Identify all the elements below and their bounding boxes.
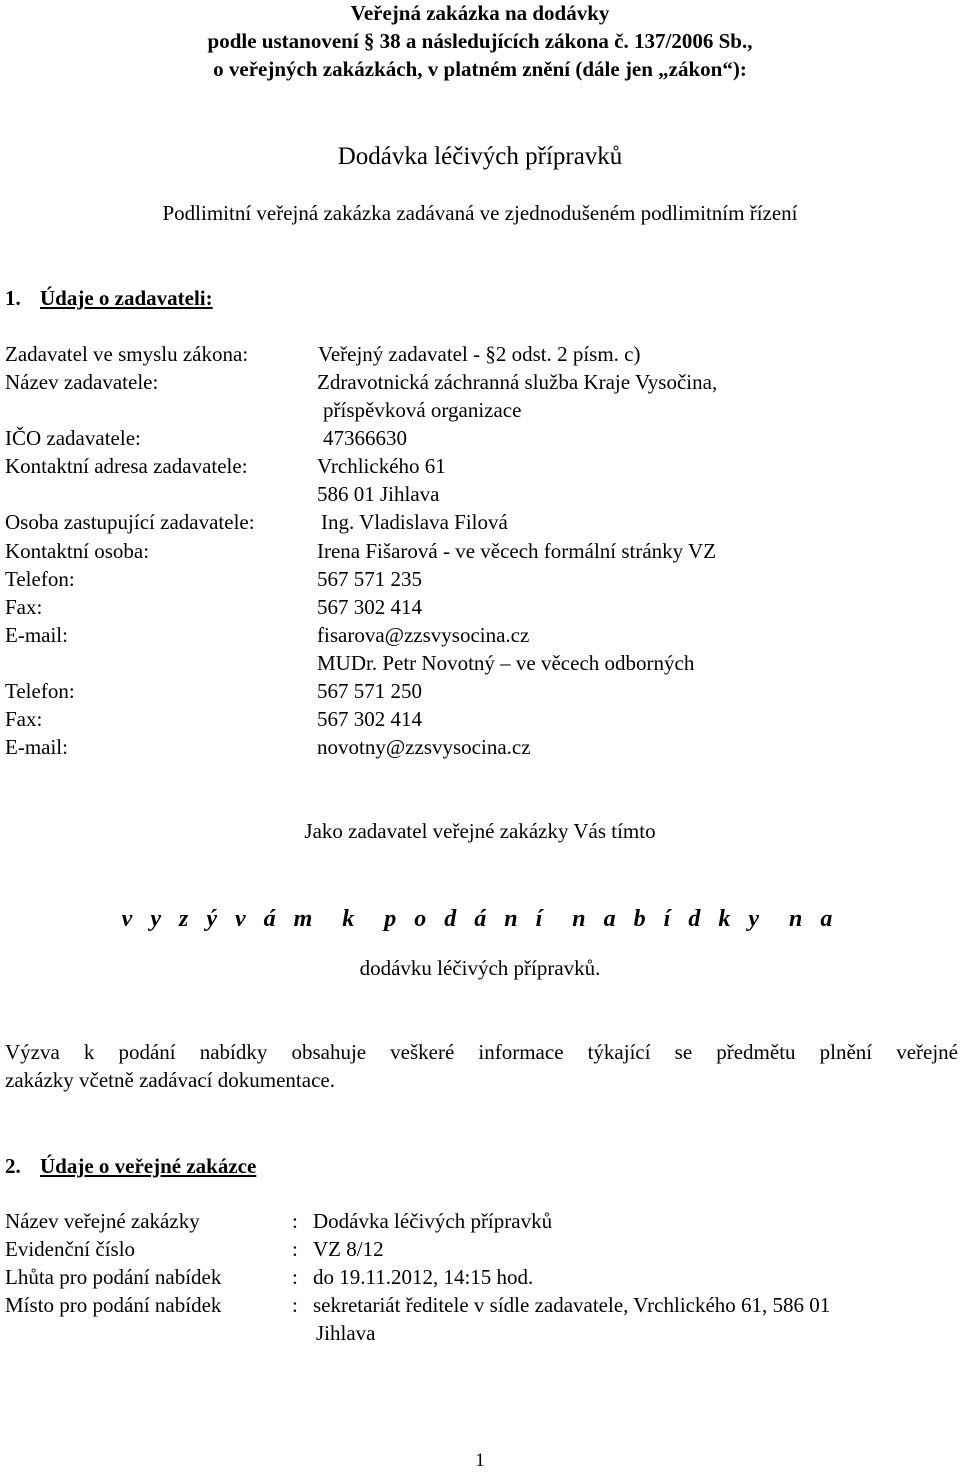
- kontakt-value: Irena Fišarová - ve věcech formální stránky VZ: [317, 539, 717, 563]
- email2-label: E-mail:: [5, 735, 68, 759]
- nazev-value-line1: Zdravotnická záchranná služba Kraje Vysočina,: [317, 370, 718, 394]
- nazev-value-line2: příspěvková organizace: [323, 398, 522, 422]
- evidencni-cislo-label: Evidenční číslo: [5, 1237, 136, 1261]
- misto-label: Místo pro podání nabídek: [5, 1293, 222, 1317]
- nazev-zakazky-label: Název veřejné zakázky: [5, 1209, 200, 1233]
- section2-heading-number: 2.: [5, 1154, 21, 1178]
- fax2-label: Fax:: [5, 707, 43, 731]
- header-line2: podle ustanovení § 38 a následujících zákona č. 137/2006 Sb.,: [207, 29, 753, 53]
- document-subtitle: Podlimitní veřejná zakázka zadávaná ve zjednodušeném podlimitním řízení: [162, 201, 798, 225]
- nazev-zakazky-value: Dodávka léčivých přípravků: [313, 1209, 553, 1233]
- email1-label: E-mail:: [5, 623, 68, 647]
- invitation-emphasis: v y z ý v á m k p o d á n í n a b í d k y n a: [121, 906, 839, 932]
- email2-value: novotny@zzsvysocina.cz: [317, 735, 531, 759]
- adresa-label: Kontaktní adresa zadavatele:: [5, 454, 248, 478]
- section1-heading-number: 1.: [5, 286, 21, 310]
- invitation-paragraph-line2: zakázky včetně zadávací dokumentace.: [5, 1068, 335, 1092]
- email1-value: fisarova@zzsvysocina.cz: [317, 623, 530, 647]
- kontakt-label: Kontaktní osoba:: [5, 539, 150, 563]
- nazev-label: Název zadavatele:: [5, 370, 159, 394]
- misto-colon: :: [292, 1293, 298, 1317]
- header-line1: Veřejná zakázka na dodávky: [350, 1, 610, 25]
- telefon2-label: Telefon:: [5, 679, 75, 703]
- telefon1-label: Telefon:: [5, 567, 75, 591]
- invitation-line1: Jako zadavatel veřejné zakázky Vás tímto: [304, 819, 656, 843]
- telefon2-value: 567 571 250: [317, 679, 422, 703]
- lhuta-value: do 19.11.2012, 14:15 hod.: [313, 1265, 534, 1289]
- telefon1-value: 567 571 235: [317, 567, 422, 591]
- nazev-zakazky-colon: :: [292, 1209, 298, 1233]
- fax1-label: Fax:: [5, 595, 43, 619]
- lhuta-colon: :: [292, 1265, 298, 1289]
- osoba-label: Osoba zastupující zadavatele:: [5, 510, 255, 534]
- invitation-line3: dodávku léčivých přípravků.: [359, 956, 601, 980]
- osoba-value: Ing. Vladislava Filová: [321, 510, 508, 534]
- misto-value-continuation: Jihlava: [316, 1321, 376, 1345]
- document-title: Dodávka léčivých přípravků: [337, 143, 623, 170]
- adresa-value-line1: Vrchlického 61: [317, 454, 446, 478]
- zadavatel-label: Zadavatel ve smyslu zákona:: [5, 342, 249, 366]
- invitation-paragraph-line1: Výzva k podání nabídky obsahuje veškeré informace týkající se předmětu plnění veřejné: [5, 1040, 958, 1064]
- ico-value: 47366630: [323, 426, 407, 450]
- evidencni-cislo-colon: :: [292, 1237, 298, 1261]
- zadavatel-value: Veřejný zadavatel - §2 odst. 2 písm. c): [318, 342, 641, 366]
- fax1-value: 567 302 414: [317, 595, 422, 619]
- kontakt2-value: MUDr. Petr Novotný – ve věcech odborných: [317, 651, 695, 675]
- misto-value: sekretariát ředitele v sídle zadavatele, Vrchlického 61, 586 01: [313, 1293, 831, 1317]
- lhuta-label: Lhůta pro podání nabídek: [5, 1265, 222, 1289]
- page-number: 1: [475, 1450, 485, 1471]
- section1-heading: Údaje o zadavateli:: [40, 286, 213, 310]
- header-line3: o veřejných zakázkách, v platném znění (dále jen „zákon“):: [213, 57, 747, 81]
- ico-label: IČO zadavatele:: [5, 426, 141, 450]
- fax2-value: 567 302 414: [317, 707, 422, 731]
- section2-heading: Údaje o veřejné zakázce: [40, 1154, 257, 1178]
- adresa-value-line2: 586 01 Jihlava: [317, 482, 440, 506]
- evidencni-cislo-value: VZ 8/12: [313, 1237, 384, 1261]
